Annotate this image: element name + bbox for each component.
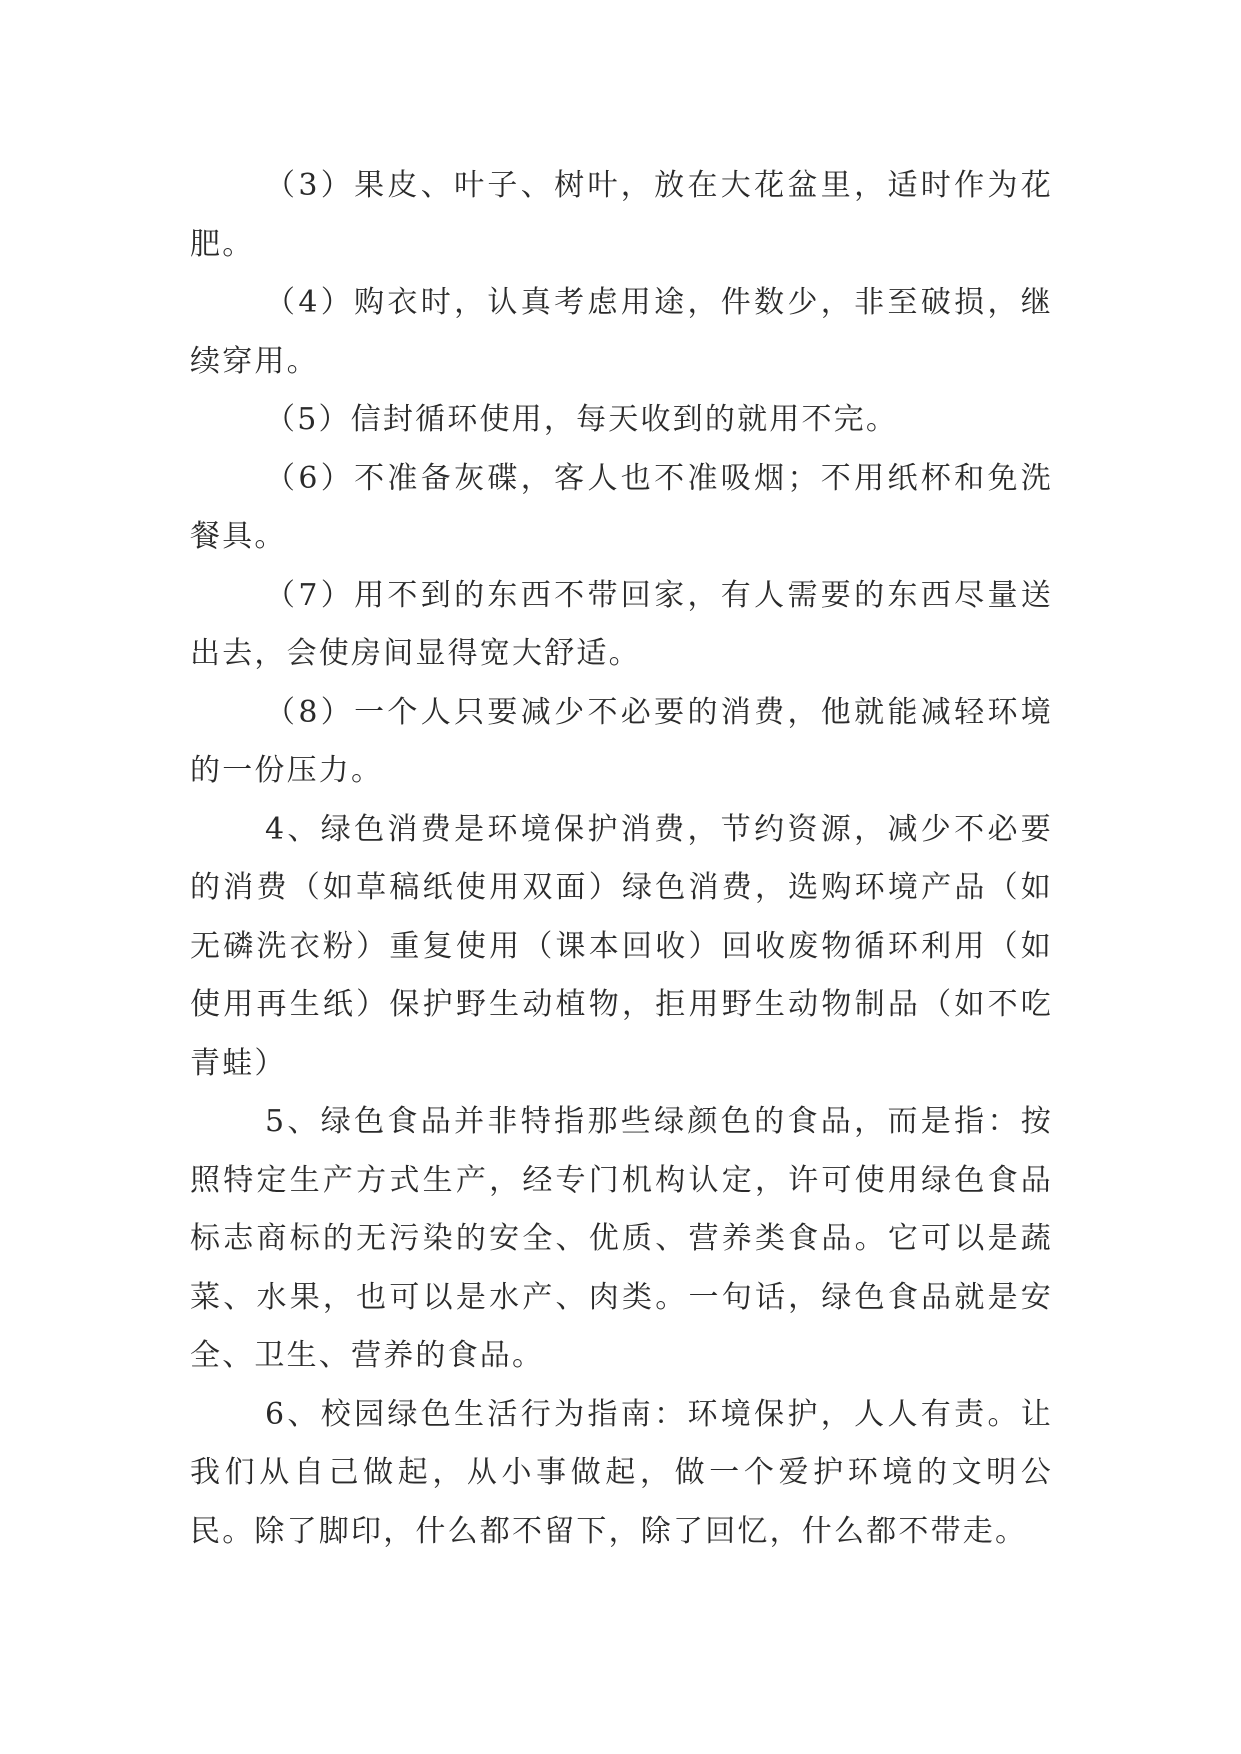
paragraph-green-consumption: 4、绿色消费是环境保护消费，节约资源，减少不必要的消费（如草稿纸使用双面）绿色消费，选购环境产品（如无磷洗衣粉）重复使用（课本回收）回收废物循环利用（如使用再生纸）保护野生动植物，拒用野生动物制品（如不吃青蛙） (190, 811, 1053, 1081)
paragraph-item-3: （3）果皮、叶子、树叶，放在大花盆里，适时作为花肥。 (190, 168, 1053, 262)
paragraph-item-7: （7）用不到的东西不带回家，有人需要的东西尽量送出去，会使房间显得宽大舒适。 (190, 577, 1053, 671)
paragraph-item-4: （4）购衣时，认真考虑用途，件数少，非至破损，继续穿用。 (190, 285, 1053, 379)
paragraph-item-5: （5）信封循环使用，每天收到的就用不完。 (265, 402, 899, 437)
document-body (190, 157, 1053, 1561)
paragraph-item-8: （8）一个人只要减少不必要的消费，他就能减轻环境的一份压力。 (190, 694, 1053, 788)
paragraph-campus-guide: 6、校园绿色生活行为指南：环境保护，人人有责。让我们从自己做起，从小事做起，做一个爱护环境的文明公民。除了脚印，什么都不留下，除了回忆，什么都不带走。 (190, 1396, 1053, 1549)
paragraph-green-food: 5、绿色食品并非特指那些绿颜色的食品，而是指：按照特定生产方式生产，经专门机构认定，许可使用绿色食品标志商标的无污染的安全、优质、营养类食品。它可以是蔬菜、水果，也可以是水产、肉类。一句话，绿色食品就是安全、卫生、营养的食品。 (190, 1104, 1053, 1373)
paragraph-item-6: （6）不准备灰碟，客人也不准吸烟；不用纸杯和免洗餐具。 (190, 460, 1053, 554)
